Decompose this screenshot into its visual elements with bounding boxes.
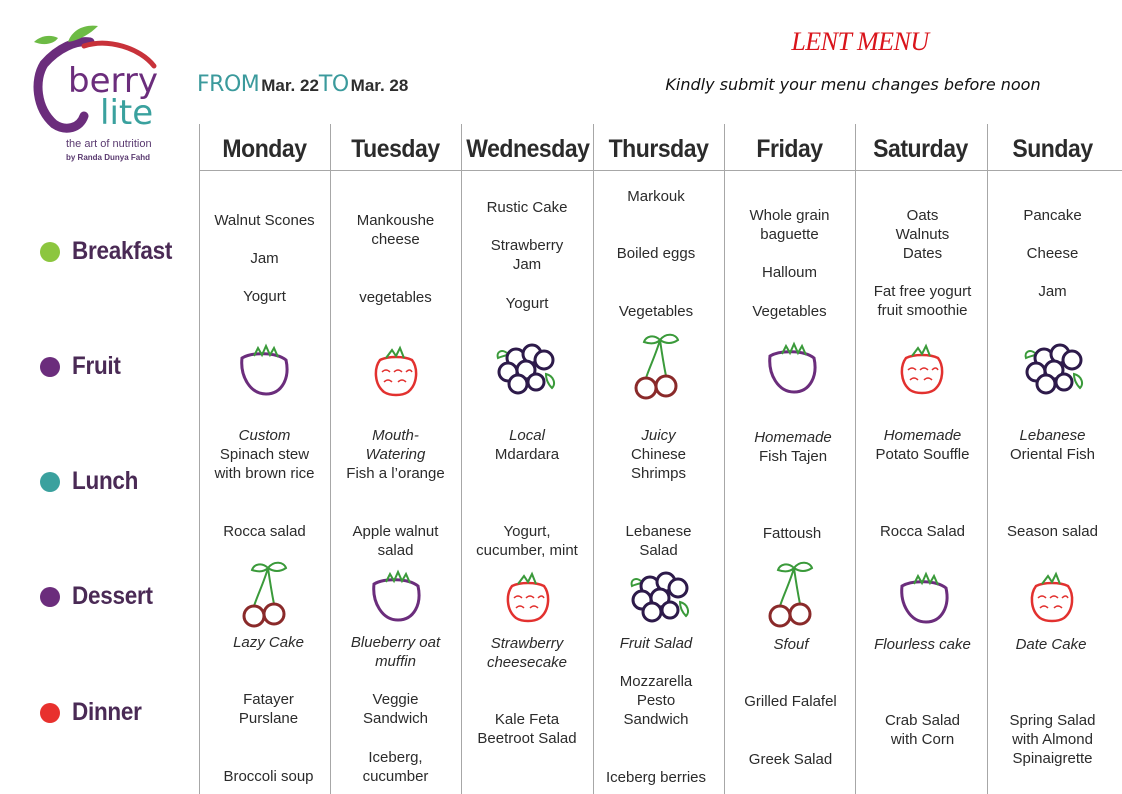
menu-title: LENT MENU xyxy=(791,27,929,56)
dessert-item: Lazy Cake xyxy=(233,634,304,651)
breakfast-item: Vegetables xyxy=(752,303,827,320)
meal-label-dinner: Dinner xyxy=(72,698,142,726)
logo-byline: by Randa Dunya Fahd xyxy=(66,153,151,162)
lunch-side: Yogurt, cucumber, mint xyxy=(476,523,578,559)
breakfast-item: Boiled eggs xyxy=(616,245,696,262)
dinner-item: Iceberg berries xyxy=(605,769,707,786)
breakfast-item: Oats Walnuts Dates xyxy=(895,207,950,262)
meal-label-dessert: Dessert xyxy=(72,582,153,610)
lunch-style: Lebanese xyxy=(1019,427,1086,444)
grape-icon xyxy=(1020,334,1090,402)
to-label: TO xyxy=(318,72,349,97)
meal-row-lunch xyxy=(40,467,146,496)
lunch-main: Potato Souffle xyxy=(875,446,970,463)
logo-tagline: the art of nutrition xyxy=(66,138,152,150)
meal-row-breakfast xyxy=(40,237,183,266)
logo-word-berry: berry xyxy=(68,61,158,101)
breakfast-dot-icon xyxy=(40,242,60,262)
day-header: Tuesday xyxy=(351,135,440,163)
dinner-item: Broccoli soup xyxy=(223,768,314,785)
lunch-side: Fattoush xyxy=(762,525,822,542)
to-date: Mar. 28 xyxy=(350,76,409,95)
meal-row-fruit xyxy=(40,352,126,381)
lunch-style: Mouth- Watering xyxy=(365,427,426,463)
dessert-item: Sfouf xyxy=(773,636,809,653)
meal-row-dessert xyxy=(40,582,162,611)
grape-icon xyxy=(626,562,696,630)
breakfast-item: Mankoushe cheese xyxy=(356,212,435,248)
day-header: Wednesday xyxy=(466,135,590,163)
header-divider xyxy=(199,170,1122,171)
raspberry-icon xyxy=(1016,564,1086,632)
dinner-item: Veggie Sandwich xyxy=(362,691,429,727)
breakfast-item: Whole grain baguette xyxy=(749,207,830,243)
dessert-item: Strawberry cheesecake xyxy=(486,635,568,671)
breakfast-item: Pancake xyxy=(1023,207,1082,224)
dinner-item: Crab Salad with Corn xyxy=(884,712,961,748)
breakfast-item: Yogurt xyxy=(505,295,549,312)
lunch-side: Rocca salad xyxy=(223,523,306,540)
breakfast-item: Walnut Scones xyxy=(214,212,315,229)
dessert-item: Blueberry oat muffin xyxy=(350,634,441,670)
breakfast-item: Markouk xyxy=(627,188,685,205)
lunch-main: Chinese Shrimps xyxy=(630,446,687,482)
lunch-main: Fish Tajen xyxy=(758,448,828,465)
dessert-dot-icon xyxy=(40,587,60,607)
lunch-side: Lebanese Salad xyxy=(625,523,692,559)
from-label: FROM xyxy=(197,72,260,97)
dessert-item: Date Cake xyxy=(1015,636,1087,653)
meal-label-fruit: Fruit xyxy=(72,352,121,380)
lunch-main: Oriental Fish xyxy=(1009,446,1096,463)
dinner-item: Mozzarella Pesto Sandwich xyxy=(619,673,693,728)
grape-icon xyxy=(492,334,562,402)
breakfast-item: vegetables xyxy=(359,289,432,306)
date-range xyxy=(197,72,408,97)
breakfast-item: Rustic Cake xyxy=(486,199,568,216)
day-header: Thursday xyxy=(608,135,709,163)
lunch-main: Spinach stew with brown rice xyxy=(214,446,315,482)
raspberry-icon xyxy=(886,336,956,404)
logo-word-lite: lite xyxy=(100,93,154,133)
notice-text: Kindly submit your menu changes before noon xyxy=(665,75,1041,94)
dinner-dot-icon xyxy=(40,703,60,723)
lunch-style: Homemade xyxy=(883,427,962,444)
raspberry-icon xyxy=(360,338,430,406)
blueberry-icon xyxy=(360,564,430,632)
breakfast-item: Halloum xyxy=(761,264,818,281)
breakfast-item: Yogurt xyxy=(243,288,286,305)
lunch-style: Local xyxy=(509,427,545,444)
breakfast-item: Jam xyxy=(250,250,279,267)
lunch-side: Season salad xyxy=(1007,523,1098,540)
blueberry-icon xyxy=(888,566,958,634)
raspberry-icon xyxy=(492,564,562,632)
cherry-icon xyxy=(756,560,826,628)
breakfast-item: Jam xyxy=(1038,283,1067,300)
dinner-item: Kale Feta Beetroot Salad xyxy=(477,711,577,747)
from-date: Mar. 22 xyxy=(261,76,319,95)
meal-label-breakfast: Breakfast xyxy=(72,237,173,265)
blueberry-icon xyxy=(756,336,826,404)
lunch-main: Mdardara xyxy=(494,446,560,463)
lunch-style: Homemade xyxy=(754,429,832,446)
cherry-icon xyxy=(230,560,300,628)
lunch-main: Fish a l’orange xyxy=(346,465,445,482)
blueberry-icon xyxy=(228,338,298,406)
lunch-side: Rocca Salad xyxy=(879,523,966,540)
dinner-item: Iceberg, cucumber xyxy=(362,749,429,785)
breakfast-item: Fat free yogurt fruit smoothie xyxy=(873,283,972,319)
dinner-item: Fatayer Purslane xyxy=(238,691,299,727)
fruit-dot-icon xyxy=(40,357,60,377)
day-header: Monday xyxy=(222,135,307,163)
lunch-style: Custom xyxy=(238,427,291,444)
dinner-item: Grilled Falafel xyxy=(744,693,837,710)
day-header: Friday xyxy=(756,135,823,163)
cherry-icon xyxy=(622,332,692,400)
breakfast-item: Vegetables xyxy=(618,303,694,320)
lunch-dot-icon xyxy=(40,472,60,492)
meal-label-lunch: Lunch xyxy=(72,467,139,495)
dessert-item: Fruit Salad xyxy=(619,635,693,652)
lunch-side: Apple walnut salad xyxy=(352,523,439,559)
dinner-item: Greek Salad xyxy=(748,751,833,768)
meal-row-dinner xyxy=(40,698,149,727)
breakfast-item: Strawberry Jam xyxy=(490,237,564,273)
dinner-item: Spring Salad with Almond Spinaigrette xyxy=(1009,712,1096,767)
day-header: Sunday xyxy=(1012,135,1093,163)
breakfast-item: Cheese xyxy=(1026,245,1079,262)
dessert-item: Flourless cake xyxy=(874,636,971,653)
lunch-style: Juicy xyxy=(641,427,676,444)
day-header: Saturday xyxy=(873,135,968,163)
